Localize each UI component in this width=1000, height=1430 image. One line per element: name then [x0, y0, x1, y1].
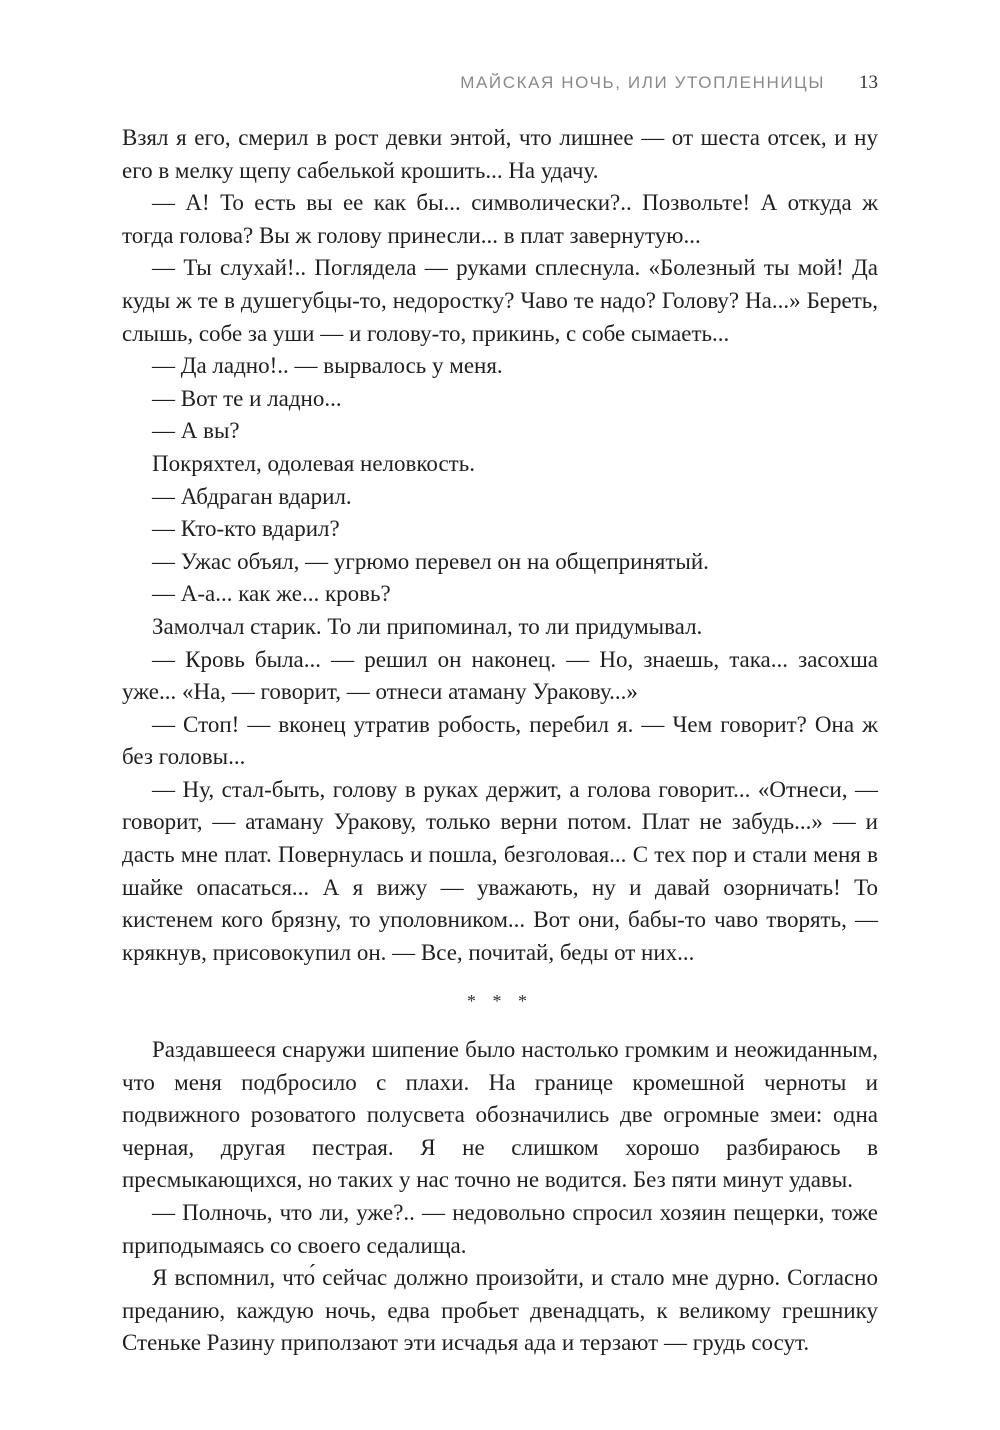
paragraph: Раздавшееся снаружи шипение было настолько громким и неожиданным, что меня подбросило с плахи. На границе кромешной черноты и подвижного розоватого полусвета обозначились две огромные змеи: одна черная, другая пестрая. Я не слишком хорошо разбираюсь в пресмыкающихся, но таких у нас точно не водится. Без пяти минут удавы.: [122, 1037, 878, 1193]
paragraph: — Кровь была... — решил он наконец. — Но, знаешь, така... засохша уже... «На, — говорит, — отнеси атаману Уракову...»: [122, 646, 878, 705]
paragraph: — Полночь, что ли, уже?.. — недовольно спросил хозяин пещерки, тоже приподымаясь со своего седалища.: [122, 1200, 878, 1258]
paragraph: Взял я его, смерил в рост девки энтой, что лишнее — от шеста отсек, и ну его в мелку щепу сабелькой крошить... На удачу.: [122, 125, 878, 183]
paragraph: — Абдраган вдарил.: [152, 483, 352, 509]
running-header: [122, 72, 878, 98]
paragraph: — Ну, стал-быть, голову в руках держит, а голова говорит... «Отнеси, — говорит, — атаману Уракову, только верни потом. Плат не забудь...» — и дасть мне плат. Повернулась и пошла, безголовая... С тех пор и стали меня в шайке опасаться... А я вижу — уважають, ну и давай озорничать! То кистенем кого брязну, то уполовником... Вот они, бабы-то чаво творять, — крякнув, присовокупил он. — Все, почитай, беды от них...: [122, 776, 878, 965]
paragraph: Покряхтел, одолевая неловкость.: [152, 450, 475, 476]
paragraph: — Ты слухай!.. Поглядела — руками сплеснула. «Болезный ты мой! Да куды ж те в душегубцы-то, недоростку? Чаво те надо? Голову? На...» Береть, слышь, собе за уши — и голову-то, прикинь, с собе сымаеть...: [122, 255, 878, 346]
page-number: 13: [859, 72, 878, 93]
paragraph: — Да ладно!.. — вырвалось у меня.: [152, 353, 503, 379]
paragraph: Я вспомнил, что́ сейчас должно произойти, и стало мне дурно. Согласно преданию, каждую ночь, едва пробьет двенадцать, к великому грешнику Стеньке Разину приползают эти исчадья ада и терзают — грудь сосут.: [122, 1265, 878, 1356]
section-separator: * * *: [467, 991, 533, 1012]
paragraph: — Ужас объял, — угрюмо перевел он на общепринятый.: [152, 548, 709, 574]
paragraph: — Кто-кто вдарил?: [152, 516, 340, 542]
paragraph: — Стоп! — вконец утратив робость, перебил я. — Чем говорит? Она ж без головы...: [122, 711, 878, 770]
paragraph: — А! То есть вы ее как бы... символически?.. Позвольте! А откуда ж тогда голова? Вы ж голову принесли... в плат завернутую...: [122, 190, 878, 248]
body-text: [122, 122, 878, 1360]
running-title: МАЙСКАЯ НОЧЬ, ИЛИ УТОПЛЕННИЦЫ: [460, 73, 825, 92]
paragraph: Замолчал старик. То ли припоминал, то ли придумывал.: [152, 613, 703, 639]
paragraph: — А вы?: [152, 418, 240, 444]
paragraph: — А-а... как же... кровь?: [152, 581, 391, 607]
paragraph: — Вот те и ладно...: [152, 385, 342, 411]
